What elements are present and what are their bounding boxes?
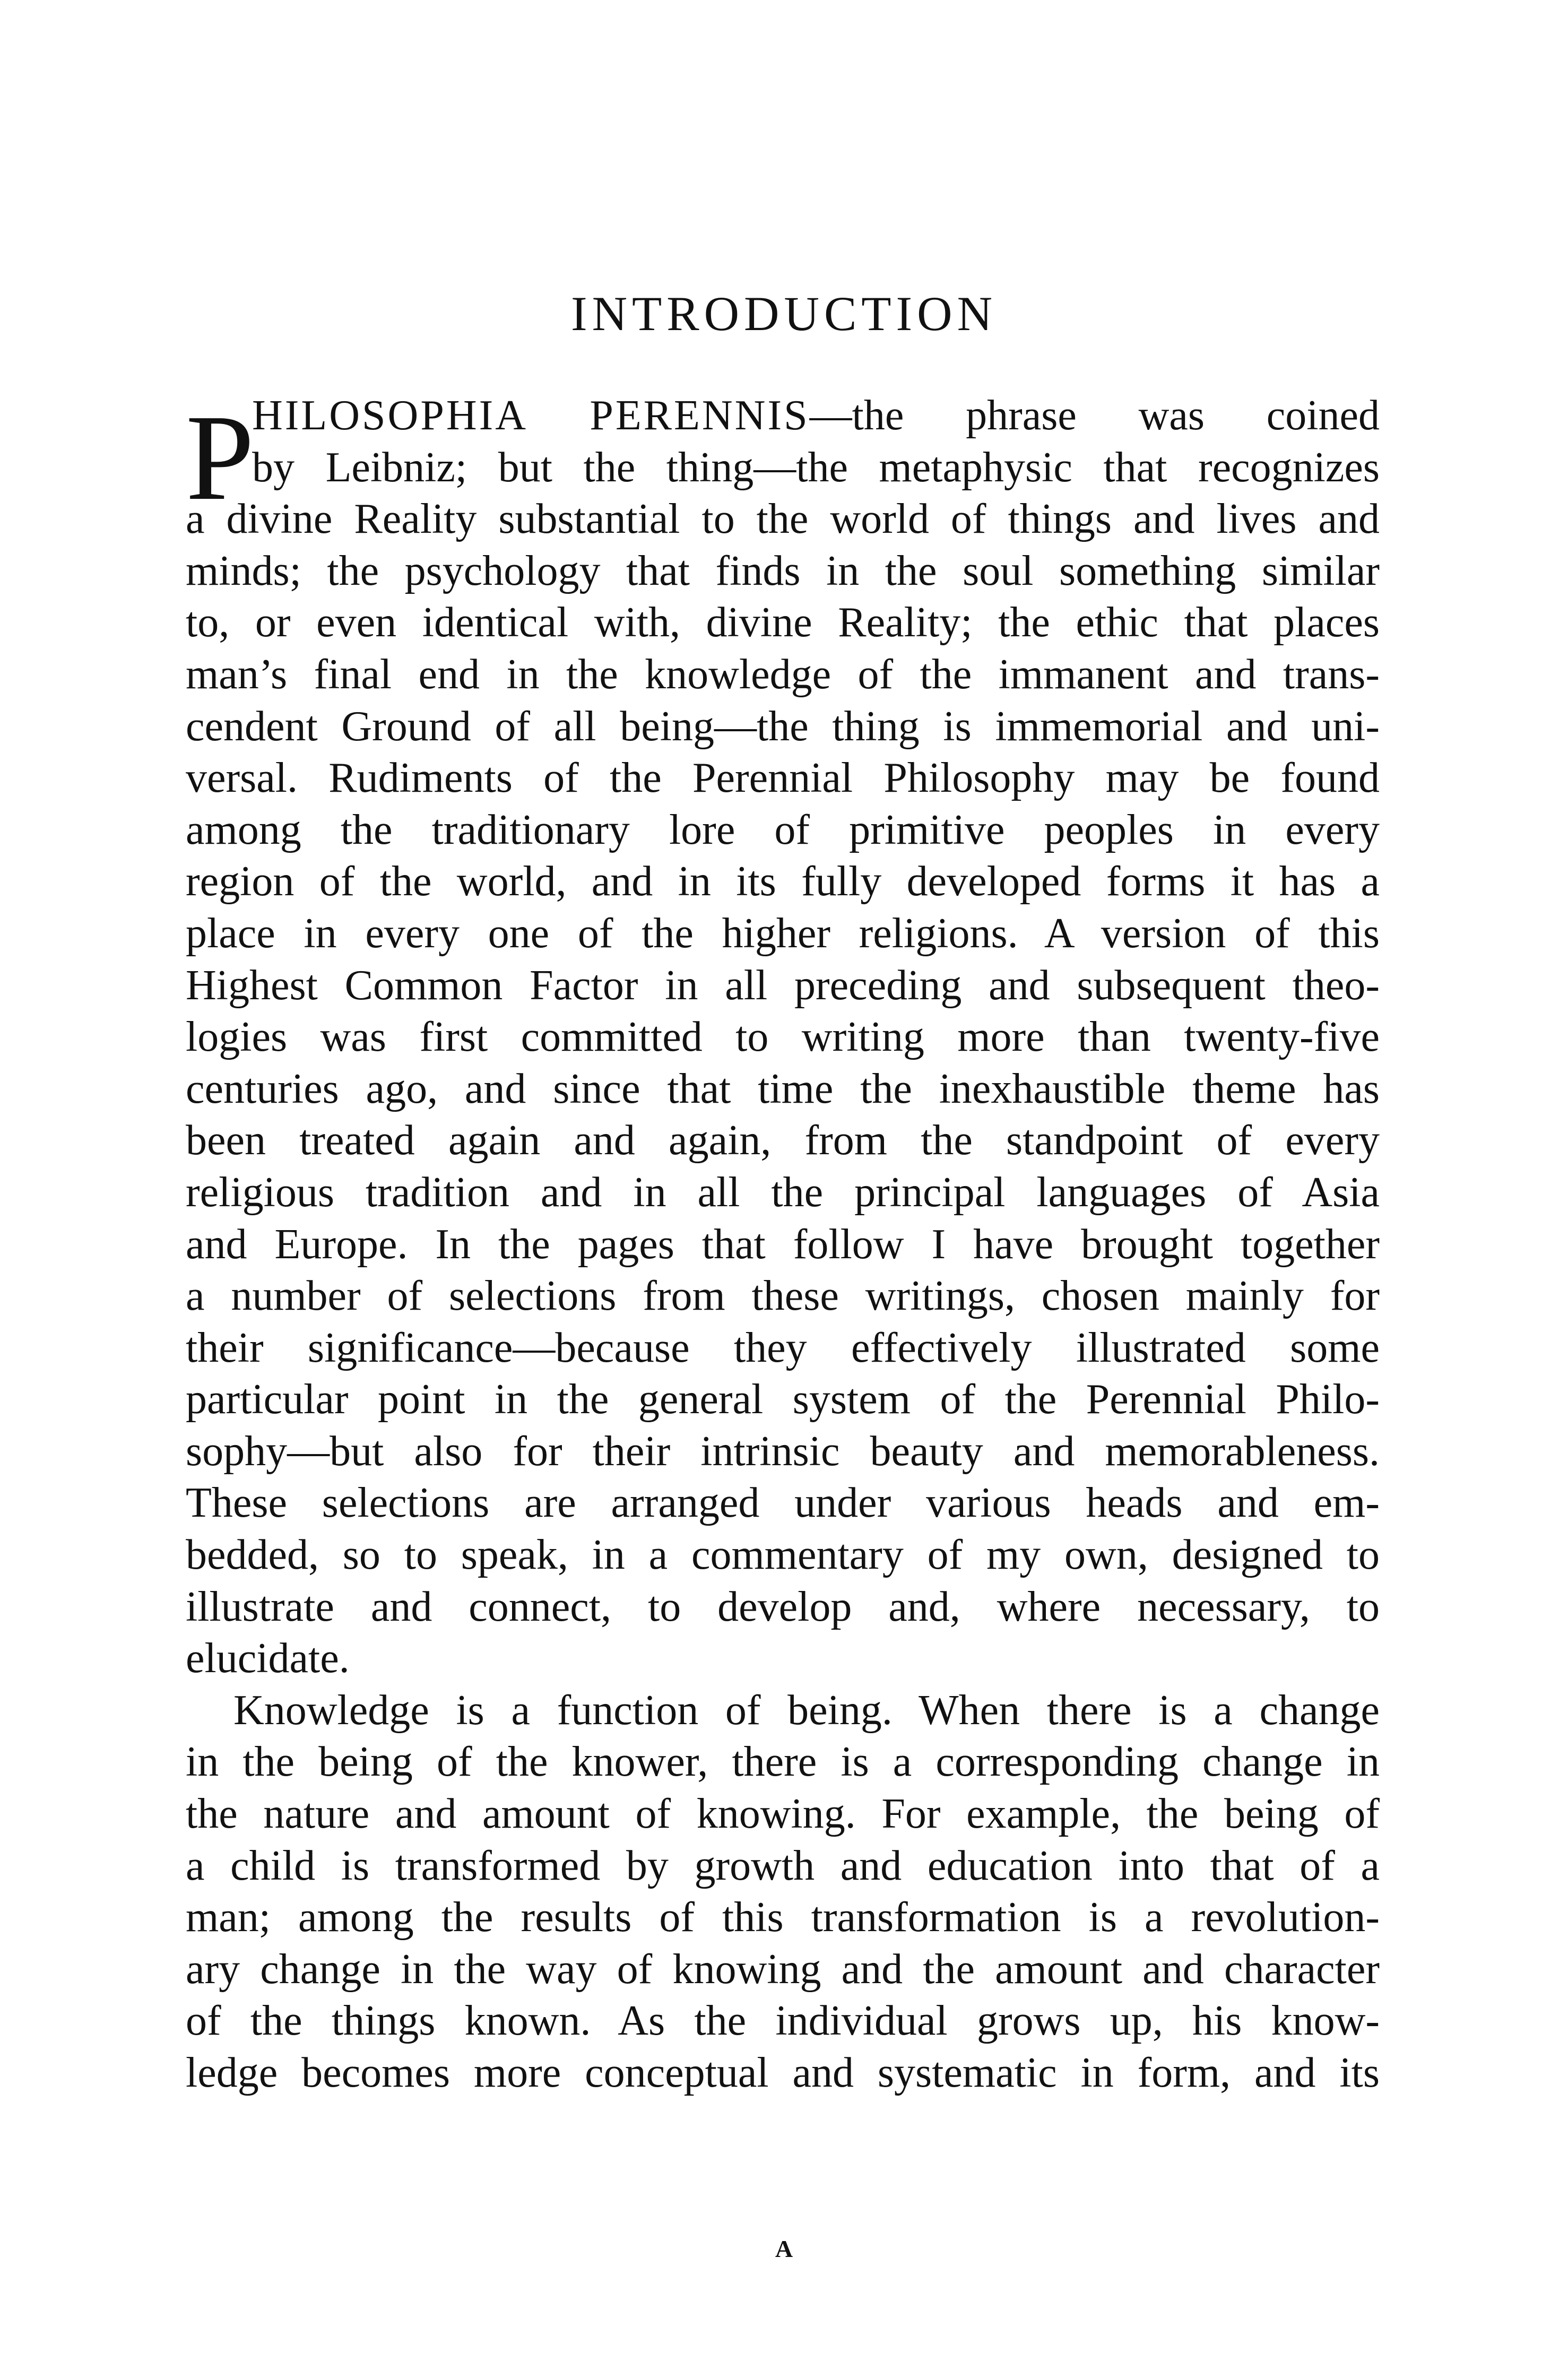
text-line: minds; the psychology that finds in the soul something similar [186, 547, 1380, 594]
text-line: a divine Reality substantial to the world of things and lives and [186, 496, 1380, 543]
text-line: These selections are arranged under various heads and em- [186, 1480, 1380, 1527]
text-line: man’s final end in the knowledge of the immanent and trans- [186, 651, 1380, 698]
text-line: man; among the results of this transformation is a revolution- [186, 1894, 1380, 1941]
signature-mark: A [775, 2235, 793, 2262]
text-line-first [186, 390, 1380, 442]
body-text [186, 390, 1380, 2099]
text-line: versal. Rudiments of the Perennial Philosophy may be found [186, 755, 1380, 802]
text-line: to, or even identical with, divine Reality; the ethic that places [186, 599, 1380, 646]
text-line: bedded, so to speak, in a commentary of my own, designed to [186, 1532, 1380, 1579]
text-line: a number of selections from these writings, chosen mainly for [186, 1273, 1380, 1320]
text-line: centuries ago, and since that time the inexhaustible theme has [186, 1065, 1380, 1112]
text-line: and Europe. In the pages that follow I have brought together [186, 1221, 1380, 1268]
text-line: in the being of the knower, there is a corresponding change in [186, 1738, 1380, 1786]
text-line: Highest Common Factor in all preceding and subsequent theo- [186, 962, 1380, 1009]
text-line: a child is transformed by growth and education into that of a [186, 1842, 1380, 1889]
opening-small-caps: HILOSOPHIA PERENNIS [252, 392, 810, 439]
text-line: region of the world, and in its fully developed forms it has a [186, 858, 1380, 905]
text-line: illustrate and connect, to develop and, where necessary, to [186, 1583, 1380, 1630]
text-line: the nature and amount of knowing. For example, the being of [186, 1791, 1380, 1838]
text-line: by Leibniz; but the thing—the metaphysic that recognizes [252, 444, 1380, 491]
text-line: ledge becomes more conceptual and systematic in form, and its [186, 2049, 1380, 2096]
text-line-paragraph-end: elucidate. [186, 1635, 350, 1682]
text-line: of the things known. As the individual grows up, his know- [186, 1997, 1380, 2045]
text-line: logies was first committed to writing more than twenty-five [186, 1014, 1380, 1061]
text-line: been treated again and again, from the standpoint of every [186, 1117, 1380, 1164]
text-line: sophy—but also for their intrinsic beauty and memorableness. [186, 1428, 1380, 1475]
text-line: particular point in the general system of the Perennial Philo- [186, 1376, 1380, 1423]
text-line: cendent Ground of all being—the thing is immemorial and uni- [186, 703, 1380, 750]
text-line: their significance—because they effectively illustrated some [186, 1324, 1380, 1371]
text-line: religious tradition and in all the principal languages of Asia [186, 1169, 1380, 1216]
text-line: ary change in the way of knowing and the amount and character [186, 1945, 1380, 1993]
drop-cap: P [186, 390, 255, 526]
text-line: among the traditionary lore of primitive peoples in every [186, 806, 1380, 853]
opening-rest: —the phrase was coined [809, 392, 1380, 439]
chapter-heading: INTRODUCTION [570, 287, 998, 341]
text-line-paragraph-start: Knowledge is a function of being. When there is a change [233, 1686, 1380, 1734]
text-line: place in every one of the higher religions. A version of this [186, 910, 1380, 957]
